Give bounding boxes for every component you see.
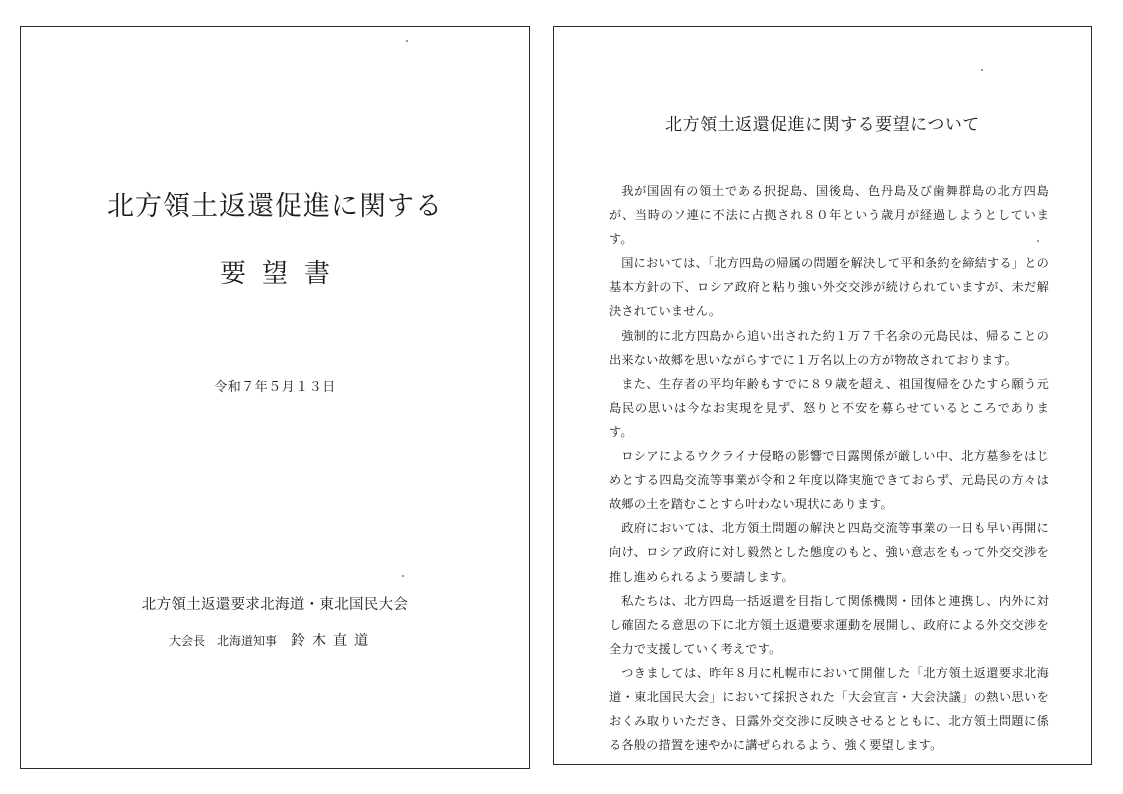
- signer-name: 鈴木直道: [291, 633, 376, 649]
- paragraph: 国においては、「北方四島の帰属の問題を解決して平和条約を締結する」との基本方針の下、ロシア政府と粘り強い外交交渉が続けられていますが、未だ解決されていません。: [609, 256, 1049, 319]
- paragraph: 政府においては、北方領土問題の解決と四島交流等事業の一日も早い再開に向け、ロシア政府に対し毅然とした態度のもと、強い意志をもって外交交渉を推し進められるよう要請します。: [609, 521, 1049, 584]
- scan-speck: [981, 69, 983, 71]
- letter-title: 北方領土返還促進に関する要望について: [665, 115, 980, 135]
- cover-date: 令和７年５月１３日: [214, 380, 336, 395]
- letter-page: [553, 26, 1092, 765]
- scan-speck: [406, 40, 408, 42]
- cover-title: 北方領土返還促進に関する: [107, 191, 443, 222]
- cover-organization: 北方領土返還要求北海道・東北国民大会: [141, 597, 409, 613]
- paragraph: つきましては、昨年８月に札幌市において開催した「北方領土返還要求北海道・東北国民大会」において採択された「大会宣言・大会決議」の熱い思いをおくみ取りいただき、日露外交交渉に反映させるとともに、北方領土問題に係る各般の措置を速やかに講ぜられるよう、強く要望します。: [609, 665, 1049, 753]
- paragraph: また、生存者の平均年齢もすでに８９歳を超え、祖国復帰をひたすら願う元島民の思いは今なお実現を見ず、怒りと不安を募らせているところであります。: [609, 376, 1049, 439]
- cover-page: [20, 26, 530, 769]
- cover-signer: [169, 632, 375, 650]
- scan-speck: [1037, 240, 1039, 242]
- letter-body: [609, 179, 1049, 757]
- signer-role: 大会長 北海道知事: [169, 634, 278, 648]
- paragraph: 強制的に北方四島から追い出された約１万７千名余の元島民は、帰ることの出来ない故郷を思いながらすでに１万名以上の方が物故されております。: [609, 328, 1049, 367]
- cover-subtitle: 要望書: [219, 259, 346, 289]
- paragraph: 我が国固有の領土である択捉島、国後島、色丹島及び歯舞群島の北方四島が、当時のソ連に不法に占拠され８０年という歳月が経過しようとしています。: [609, 184, 1049, 247]
- paragraph: 私たちは、北方四島一括返還を目指して関係機関・団体と連携し、内外に対し確固たる意思の下に北方領土返還要求運動を展開し、政府による外交交渉を全力で支援していく考えです。: [609, 593, 1049, 656]
- scan-speck: [402, 575, 404, 577]
- paragraph: ロシアによるウクライナ侵略の影響で日露関係が厳しい中、北方墓参をはじめとする四島交流等事業が令和２年度以降実施できておらず、元島民の方々は故郷の土を踏むことすら叶わない現状にあります。: [609, 449, 1049, 512]
